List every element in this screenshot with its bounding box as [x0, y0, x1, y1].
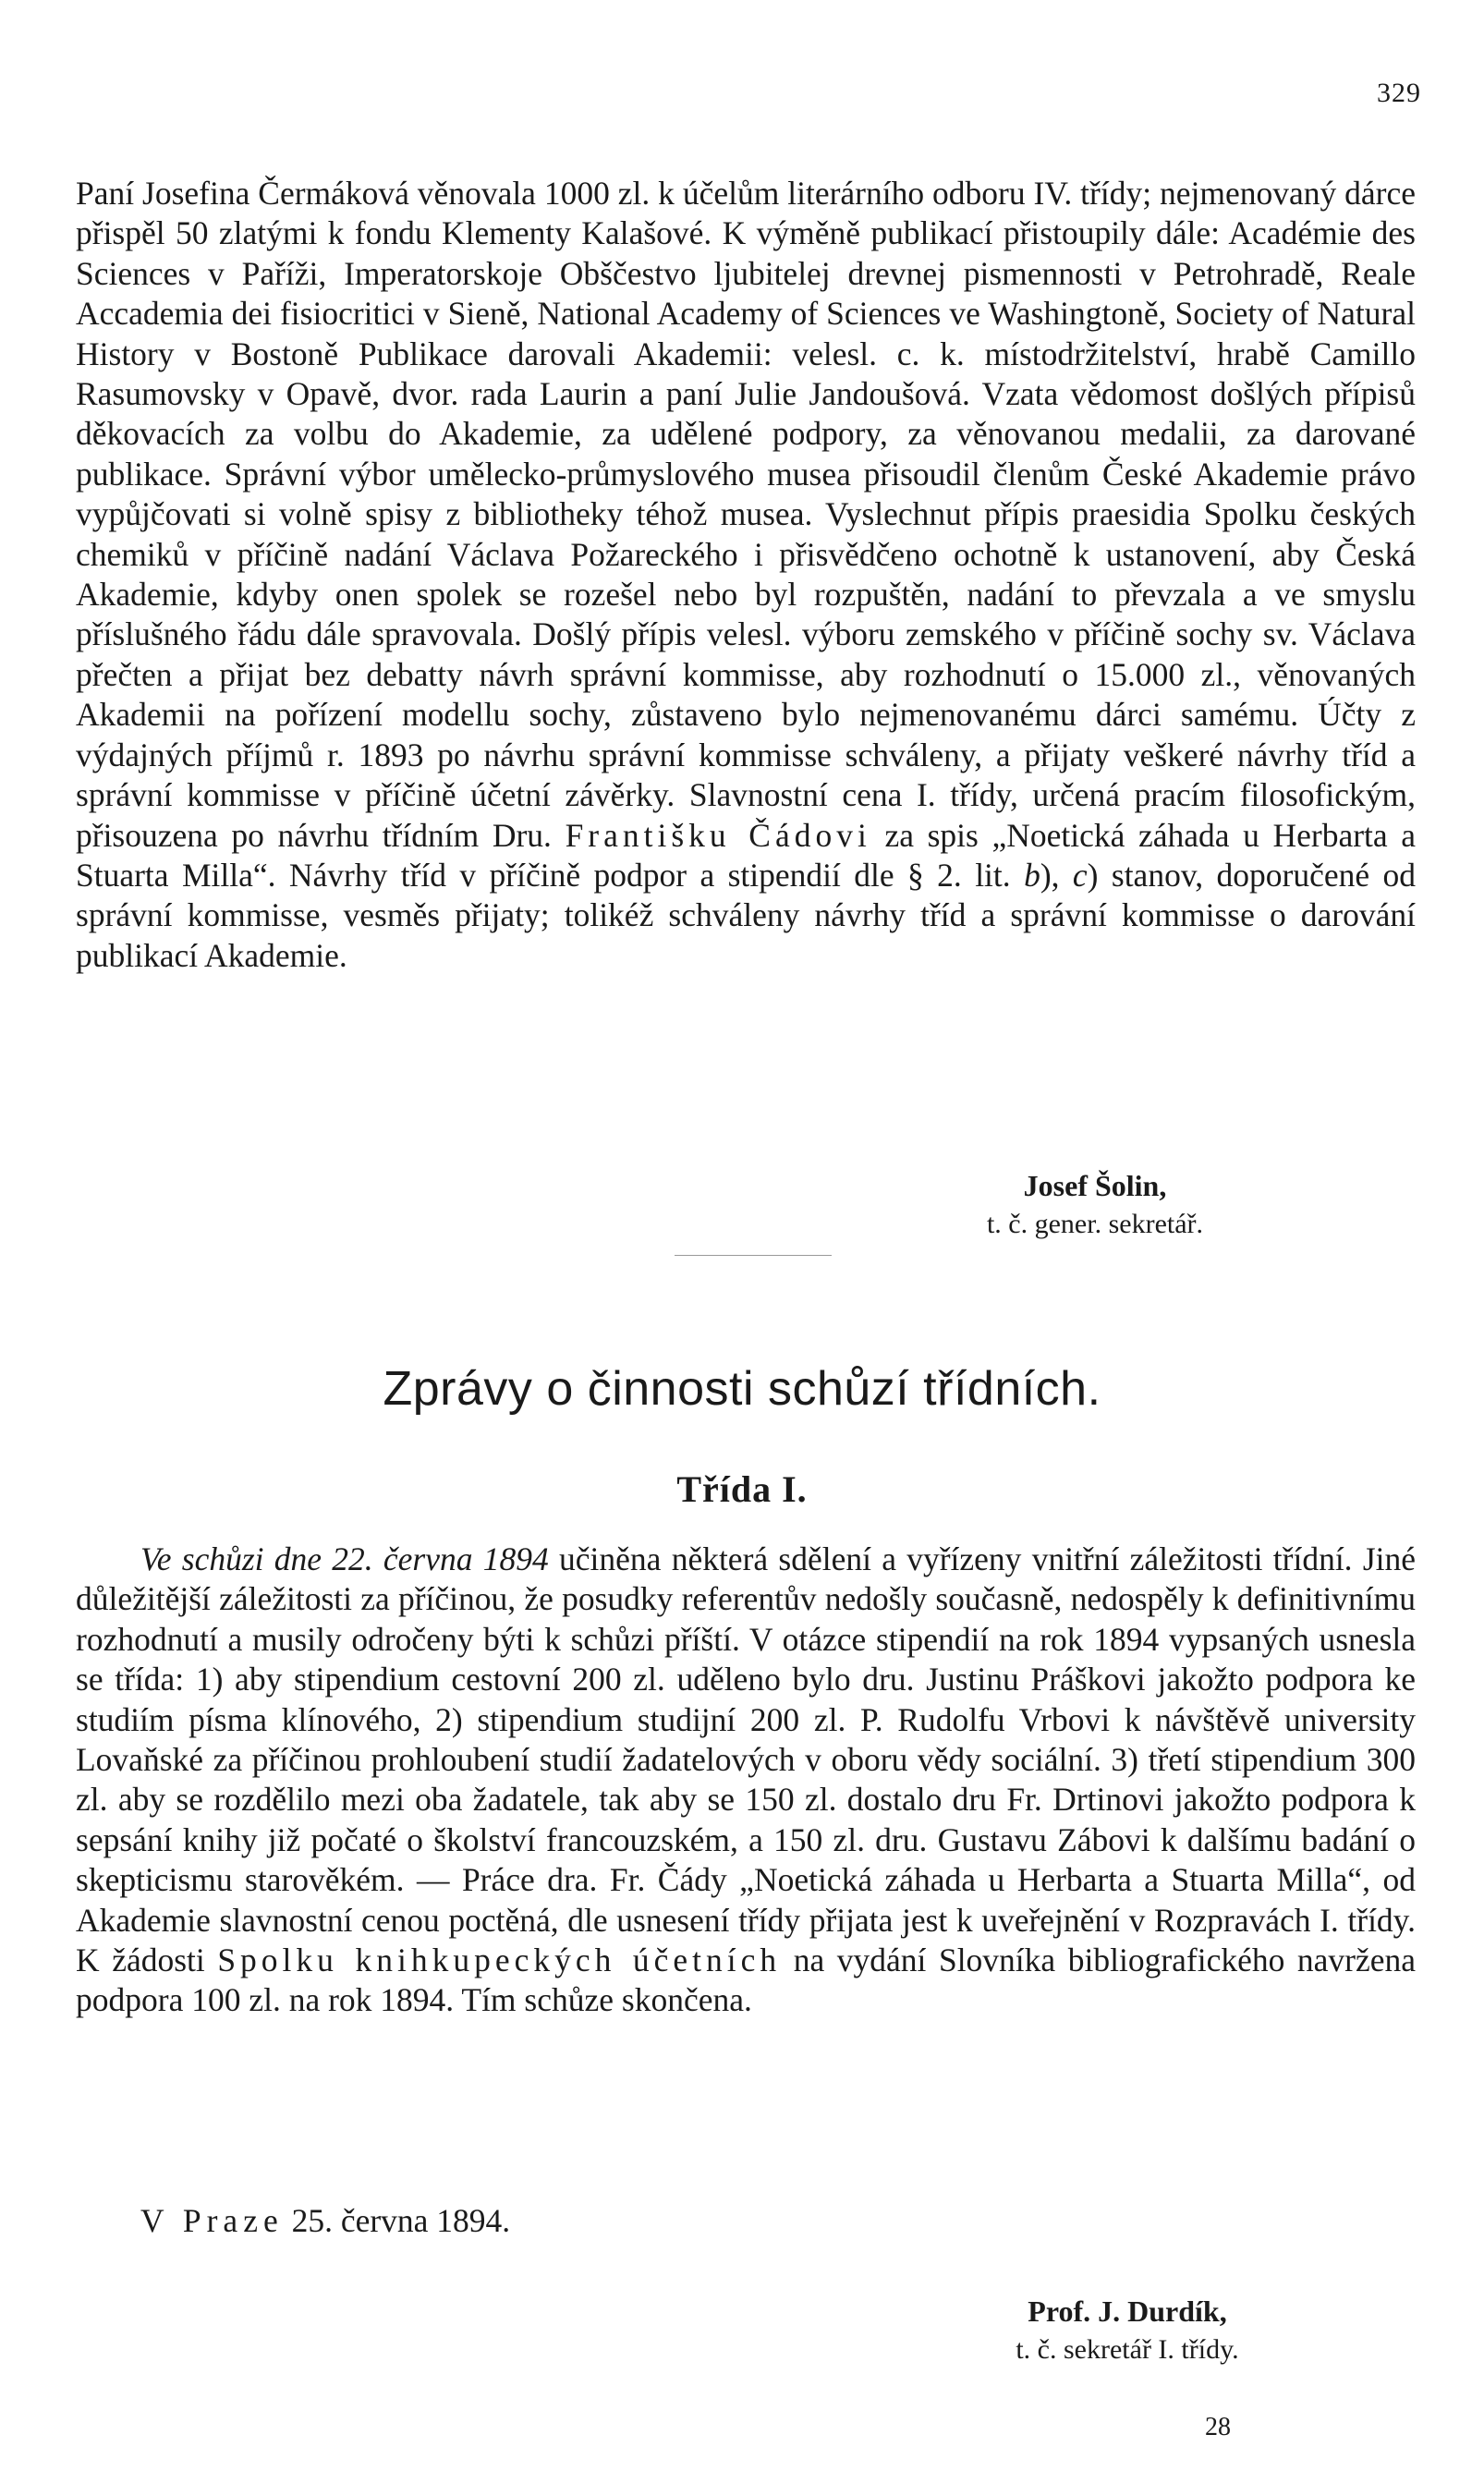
footer-signature-number: 28 — [1205, 2413, 1231, 2441]
paragraph1-lit-b: b — [1024, 856, 1040, 894]
paragraph1-comma: ), — [1040, 856, 1060, 894]
paragraph2-text-b: na vydání Slovníka bibliografického navržena podpora 100 zl. na rok 1894. Tím schůze skončena. — [76, 1942, 1416, 2019]
paragraph1-text: Paní Josefina Čermáková věnovala 1000 zl. k účelům literárního odboru IV. třídy; nejmenovaný dárce přispěl 50 zlatými k fondu Klementy Kalašové. K výměně publikací přistoupily dále: Académie des Sciences v Paříži, Imperatorskoje Obščestvo ljubitelej drevnej pismennosti v Petrohradě, Reale Accademia dei fisiocritici v Sieně, National Academy of Sciences ve Washingtoně, Society of Natural History v Bostoně Publikace darovali Akademii: velesl. c. k. místodržitelství, hrabě Camillo Rasumovsky v Opavě, dvor. rada Laurin a paní Julie Jandoušová. Vzata vědomost došlých přípisů děkovacích za volbu do Akademie, za udělené podpory, za věnovanou medalii, za darované publikace. Správní výbor umělecko-průmyslového musea přisoudil členům České Akademie právo vypůjčovati si volně spisy z bibliotheky téhož musea. Vyslechnut přípis praesidia Spolku českých chemiků v příčině nadání Václava Požareckého i přisvědčeno ochotně k ustanovení, aby Česká Akademie, kdyby onen spolek se rozešel nebo byl rozpuštěn, nadání to převzala a ve smyslu příslušného řádu dále spravovala. Došlý přípis velesl. výboru zemského v příčině sochy sv. Václava přečten a přijat bez debatty návrh správní kommisse, aby rozhodnutí o 15.000 zl., věnovaných Akademii na pořízení modellu sochy, zůstaveno bylo nejmenovanému dárci samému. Účty z výdajných příjmů r. 1893 po návrhu správní kommisse schváleny, a přijaty veškeré návrhy tříd a správní kommisse v příčině účetní závěrky. Slavnostní cena I. třídy, určená pracím filosofickým, přisouzena po návrhu třídním Dru. — [76, 175, 1416, 854]
paragraph1-end: ) stanov, doporučené od správní kommisse, vesměs přijaty; tolikéž schváleny návrhy tříd a správní kommisse o darování publikací Akademie. — [76, 856, 1417, 974]
paragraph2-text-a: učiněna některá sdělení a vyřízeny vnitřní záležitosti třídní. Jiné důležitější záležitosti za příčinou, že posudky referentův nedošly současně, nedospěly k definitivnímu rozhodnutí a musily odročeny býti k schůzi příští. V otázce stipendií na rok 1894 vypsaných usnesla se třída: 1) aby stipendium cestovní 200 zl. uděleno bylo dru. Justinu Práškovi jakožto podpora ke studiím písma klínového, 2) stipendium studijní 200 zl. P. Rudolfu Vrbovi k návštěvě university Lovaňské za příčinou prohloubení studií žadatelových v oboru vědy sociální. 3) třetí stipendium 300 zl. aby se rozdělilo mezi oba žadatele, tak aby se 150 zl. dostalo dru Fr. Drtinovi jakožto podpora k sepsání knihy již počaté o školství francouzském, a 150 zl. dru. Gustavu Zábovi k dalšímu badání o skepticismu starověkém. — Práce dra. Fr. Čády „Noetická záhada u Herbarta a Stuarta Milla“, od Akademie slavnostní cenou poctěná, dle usnesení třídy přijata jest k uveřejnění v Rozpravách I. třídy. K žádosti — [76, 1540, 1417, 1979]
place-and-date — [140, 2201, 510, 2240]
paragraph2-spaced-society: Spolku knihkupeckých účetních — [217, 1942, 782, 1979]
paragraph1-lit-c: c — [1072, 856, 1088, 894]
signature-block-secretary — [924, 1166, 1266, 1244]
paragraph1-after-name: za spis „Noetická záhada u Herbarta a Stuarta Milla“. Návrhy tříd v příčině podpor a stipendií dle § 2. lit. — [76, 816, 1417, 894]
date: 25. června 1894. — [291, 2202, 511, 2239]
paragraph2-italic-lead: Ve schůzi dne 22. června 1894 — [140, 1540, 549, 1577]
section-title: Zprávy o činnosti schůzí třídních. — [383, 1362, 1101, 1416]
page-number: 329 — [1377, 78, 1421, 108]
signature2-title: t. č. sekretář I. třídy. — [1016, 2334, 1239, 2365]
class-title: Třída I. — [676, 1468, 808, 1510]
signature2-name: Prof. J. Durdík, — [1028, 2294, 1227, 2328]
signature-name: Josef Šolin, — [1023, 1169, 1167, 1202]
signature-block-class-secretary — [924, 2292, 1331, 2369]
signature-title: t. č. gener. sekretář. — [986, 1209, 1204, 1239]
paragraph-class-session — [76, 1540, 1416, 2021]
place-word: V Praze — [140, 2202, 284, 2239]
paragraph1-spaced-name: Františku Čádovi — [565, 816, 871, 854]
paragraph-academy-report — [76, 174, 1416, 976]
section-divider — [675, 1255, 832, 1256]
